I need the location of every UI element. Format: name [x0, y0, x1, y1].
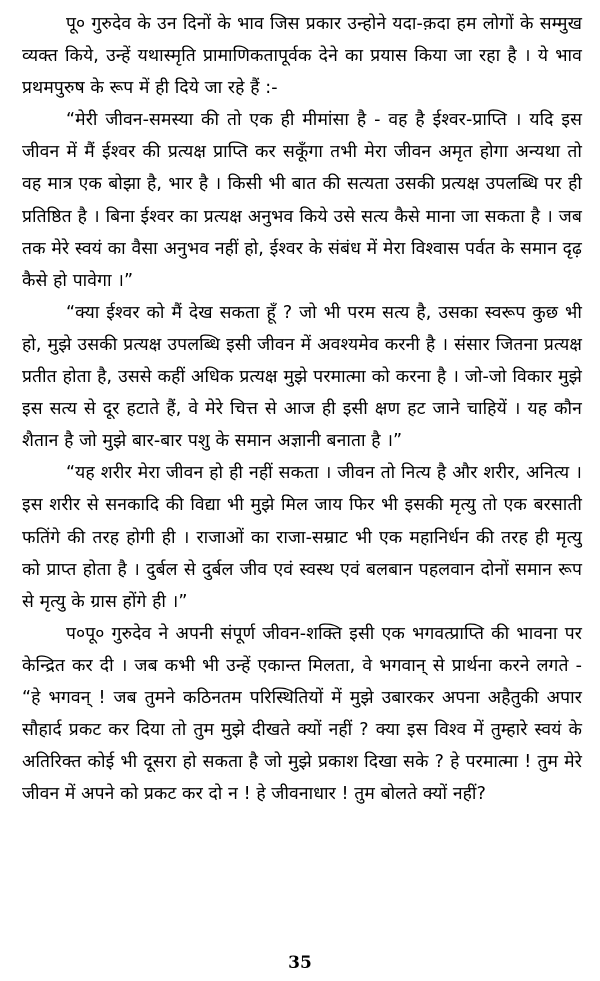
paragraph-intro: पू० गुरुदेव के उन दिनों के भाव जिस प्रकार उन्होने यदा-क़दा हम लोगों के सम्मुख व्यक्त किये, उन्हें यथास्मृति प्रामाणिकतापूर्वक देने का प्रयास किया जा रहा है । ये भाव प्रथमपुरुष के रूप में ही दिये जा रहे हैं :- [22, 14, 582, 99]
page-body-text [22, 8, 582, 810]
paragraph-prayer: प०पू० गुरुदेव ने अपनी संपूर्ण जीवन-शक्ति इसी एक भगवत्प्राप्ति की भावना पर केन्द्रित कर दी । जब कभी भी उन्हें एकान्त मिलता, वे भगवान् से प्रार्थना करने लगते - “हे भगवन् ! जब तुमने कठिनतम परिस्थितियों में मुझे उबारकर अपना अहैतुकी अपार सौहार्द प्रकट कर दिया तो तुम मुझे दीखते क्यों नहीं ? क्या इस विश्व में तुम्हारे स्वयं के अतिरिक्त कोई भी दूसरा हो सकता है जो मुझे प्रकाश दिखा सके ? हे परमात्मा ! तुम मेरे जीवन में अपने को प्रकट कर दो न ! हे जीवनाधार ! तुम बोलते क्यों नहीं? [22, 623, 582, 805]
page-number: 35 [288, 953, 312, 973]
paragraph-quote-truth: “क्या ईश्वर को मैं देख सकता हूँ ? जो भी परम सत्य है, उसका स्वरूप कुछ भी हो, मुझे उसकी प्रत्यक्ष उपलब्धि इसी जीवन में अवश्यमेव करनी है । संसार जितना प्रत्यक्ष प्रतीत होता है, उससे कहीं अधिक प्रत्यक्ष मुझे परमात्मा को करना है । जो-जो विकार मुझे इस सत्य से दूर हटाते हैं, वे मेरे चित्त से आज ही इसी क्षण हट जाने चाहियें । यह कौन शैतान है जो मुझे बार-बार पशु के समान अज्ञानी बनाता है ।” [22, 302, 582, 452]
paragraph-quote-body: “यह शरीर मेरा जीवन हो ही नहीं सकता । जीवन तो नित्य है और शरीर, अनित्य । इस शरीर से सनकादि की विद्या भी मुझे मिल जाय फिर भी इसकी मृत्यु तो एक बरसाती फतिंगे की तरह होगी ही । राजाओं का राजा-सम्राट भी एक महानिर्धन की तरह ही मृत्यु को प्राप्त होता है । दुर्बल से दुर्बल जीव एवं स्वस्थ एवं बलबान पहलवान दोनों समान रूप से मृत्यु के ग्रास होंगे ही ।” [22, 463, 582, 612]
paragraph-quote-realization: “मेरी जीवन-समस्या की तो एक ही मीमांसा है - वह है ईश्वर-प्राप्ति । यदि इस जीवन में मैं ईश्वर की प्रत्यक्ष प्राप्ति कर सकूँगा तभी मेरा जीवन अमृत होगा अन्यथा तो वह मात्र एक बोझा है, भार है । किसी भी बात की सत्यता उसकी प्रत्यक्ष उपलब्धि पर ही प्रतिष्ठित है । बिना ईश्वर का प्रत्यक्ष अनुभव किये उसे सत्य कैसे माना जा सकता है । जब तक मेरे स्वयं का वैसा अनुभव नहीं हो, ईश्वर के संबंध में मेरा विश्वास पर्वत के समान दृढ़ कैसे हो पावेगा ।” [22, 110, 582, 291]
